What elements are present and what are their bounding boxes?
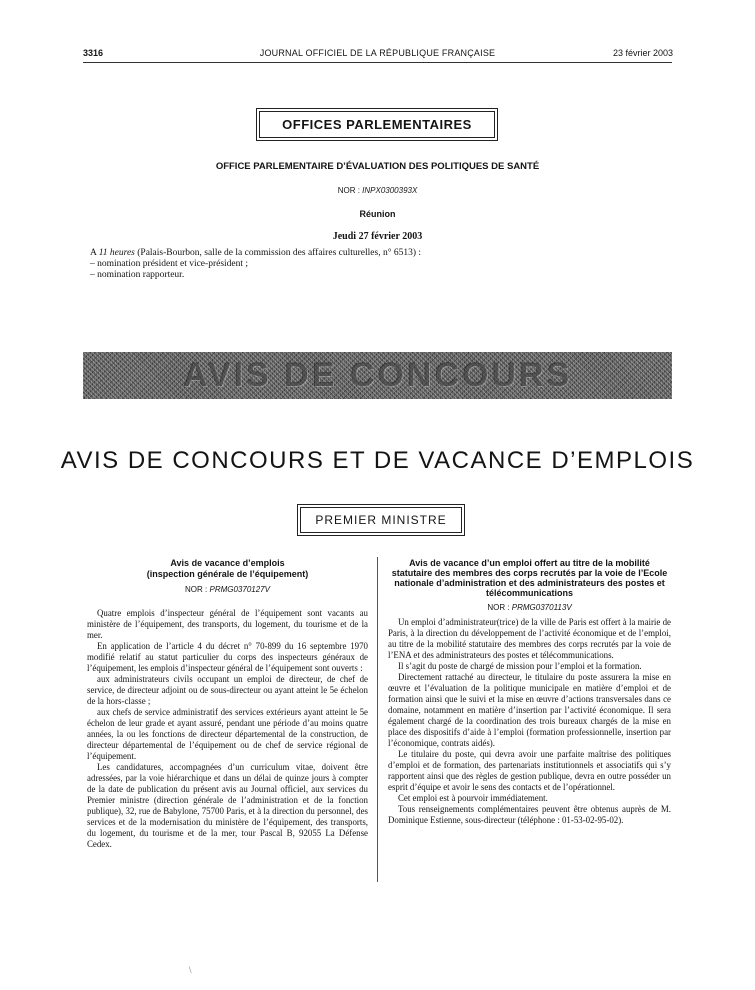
offices-section-box bbox=[259, 111, 495, 138]
nor-label: NOR : bbox=[185, 585, 208, 594]
paragraph: aux administrateurs civils occupant un emploi de directeur, de chef de service, de directeur adjoint ou de sous-directeur ou ayant atteint le 5e échelon de la hors-classe ; bbox=[87, 674, 368, 706]
office-subtitle: OFFICE PARLEMENTAIRE D’ÉVALUATION DES POLITIQUES DE SANTÉ bbox=[215, 161, 540, 172]
column-divider bbox=[377, 557, 378, 882]
paragraph: Les candidatures, accompagnées d’un curriculum vitae, doivent être adressées, par la voie hiérarchique et dans un délai de quinze jours à compter de la date de publication du présent avis au Journal officiel, aux services du Premier ministre (direction générale de l’administration et de la fonction publique), 32, rue de Babylone, 75700 Paris, et à la direction du personnel, des services et de la modernisation du ministère de l’équipement, des transports, du logement, du tourisme et de la mer, tour Pascal B, 92055 La Défense Cedex. bbox=[87, 762, 368, 849]
agenda bbox=[90, 248, 421, 281]
nor-label: NOR : bbox=[487, 603, 510, 612]
office-nor bbox=[0, 186, 755, 195]
paragraph: Le titulaire du poste, qui devra avoir une parfaite maîtrise des politiques d’emploi et de formation, des partenariats institutionnels et associatifs qui s’y rapportent ainsi que des règles de gestion publique, devra en outre posséder un esprit d’équipe et avoir le sens des contacts et de l’opérationnel. bbox=[388, 749, 671, 792]
nor-code: INPX0300393X bbox=[362, 186, 418, 195]
premier-ministre-title: PREMIER MINISTRE bbox=[315, 513, 447, 527]
paragraph: Directement rattaché au directeur, le titulaire du poste assurera la mise en œuvre et l’évaluation de la politique municipale en matière d’emploi et de formation ainsi que le suivi et la mise en œuvre d’actions transversales dans ce domaine, notamment en matière d’insertion par l’activité économique. Il sera également chargé de la coordination des trois bureaux chargés de la mise en place des dispositifs d’aide à l’emploi (formation professionnelle, insertion par l’économique, contrats aidés). bbox=[388, 672, 671, 748]
nor-label: NOR : bbox=[337, 186, 360, 195]
paragraph: Un emploi d’administrateur(trice) de la ville de Paris est offert à la mairie de Paris, à la direction du développement de l’activité économique et de l’emploi, au titre de la mobilité statutaire des membres des corps recrutés par la voie de l’ENA et des administrateurs des postes et télécommunications. bbox=[388, 617, 671, 660]
paragraph: aux chefs de service administratif des services extérieurs ayant atteint le 5e échelon de leur grade et ayant assuré, pendant une période d’au moins quatre années, la ou les fonctions de directeur départemental de la construction, de directeur départemental de l’équipement ou de chef de service régional de l’équipement. bbox=[87, 707, 368, 761]
journal-title: JOURNAL OFFICIEL DE LA RÉPUBLIQUE FRANÇAISE bbox=[259, 48, 496, 58]
premier-ministre-box bbox=[300, 507, 462, 533]
offices-section-title: OFFICES PARLEMENTAIRES bbox=[282, 117, 472, 132]
agenda-prefix: A bbox=[90, 248, 99, 258]
header-date: 23 février 2003 bbox=[612, 48, 673, 58]
paragraph: Tous renseignements complémentaires peuvent être obtenus auprès de M. Dominique Estienne, sous-directeur (téléphone : 01-53-02-95-02). bbox=[388, 804, 671, 825]
nor-code: PRMG0370113V bbox=[511, 603, 572, 612]
paragraph: En application de l’article 4 du décret n° 70-899 du 16 septembre 1970 modifié relatif au statut particulier du corps des inspecteurs généraux de l’équipement, les emplois d’inspecteur général de l’équipement sont ouverts : bbox=[87, 641, 368, 673]
agenda-item: – nomination rapporteur. bbox=[90, 270, 185, 280]
left-heading-line1: Avis de vacance d’emplois bbox=[170, 558, 285, 568]
paragraph: Cet emploi est à pourvoir immédiatement. bbox=[398, 793, 548, 803]
left-article-heading bbox=[87, 558, 368, 580]
section-banner bbox=[83, 352, 672, 399]
reunion-label: Réunion bbox=[359, 209, 396, 219]
main-title: AVIS DE CONCOURS ET DE VACANCE D’EMPLOIS bbox=[60, 447, 695, 474]
left-heading-line2: (inspection générale de l’équipement) bbox=[146, 569, 309, 579]
stray-mark: \ bbox=[189, 965, 192, 975]
agenda-item: – nomination président et vice-président ; bbox=[90, 259, 249, 269]
reunion-date: Jeudi 27 février 2003 bbox=[332, 231, 423, 242]
paragraph: Quatre emplois d’inspecteur général de l’équipement sont vacants au ministère de l’équipement, des transports, du logement, du tourisme et de la mer. bbox=[87, 608, 368, 640]
banner-text: AVIS DE CONCOURS bbox=[182, 356, 573, 394]
header-rule bbox=[83, 62, 672, 63]
right-article-nor bbox=[388, 603, 671, 612]
agenda-time: 11 heures bbox=[98, 248, 135, 258]
agenda-intro bbox=[90, 248, 421, 259]
page-number: 3316 bbox=[83, 48, 104, 58]
left-article-body bbox=[87, 608, 368, 850]
left-article-nor bbox=[87, 585, 368, 594]
right-article-heading: Avis de vacance d’un emploi offert au titre de la mobilité statutaire des membres des corps recrutés par la voie de l’Ecole nationale d’administration et des administrateurs des postes et télécommunications bbox=[391, 558, 668, 598]
agenda-location: (Palais-Bourbon, salle de la commission des affaires culturelles, n° 6513) : bbox=[134, 248, 422, 258]
right-article-body bbox=[388, 617, 671, 826]
nor-code: PRMG0370127V bbox=[209, 585, 270, 594]
paragraph: Il s’agit du poste de chargé de mission pour l’emploi et la formation. bbox=[398, 661, 642, 671]
